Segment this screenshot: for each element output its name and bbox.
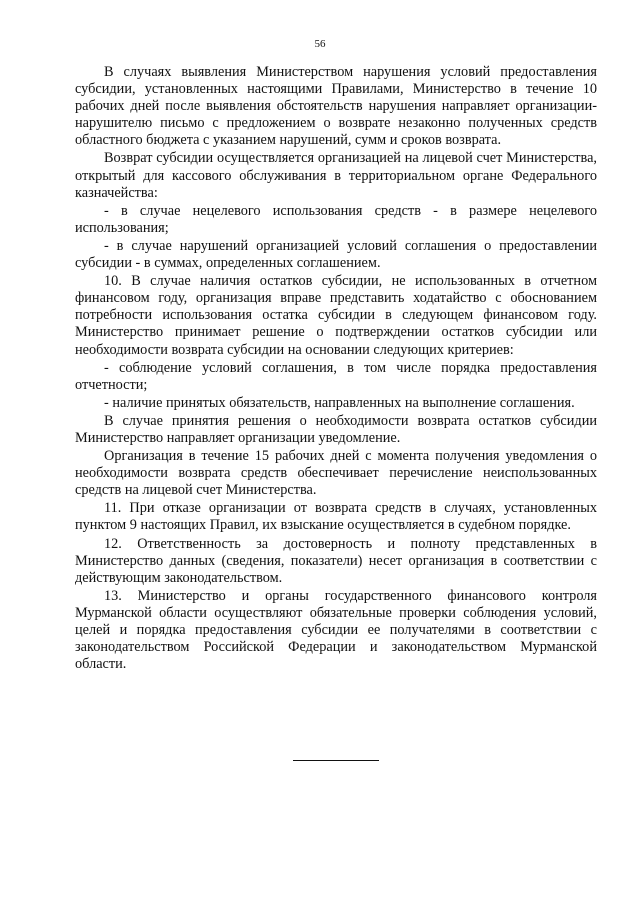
paragraph-criterion-obligations: - наличие принятых обязательств, направленных на выполнение соглашения. <box>104 394 575 411</box>
paragraph-return-decision: В случае принятия решения о необходимости возврата остатков субсидии Министерство направляет организации уведомление. <box>75 412 597 446</box>
document-body <box>75 64 597 674</box>
paragraph-transfer-deadline: Организация в течение 15 рабочих дней с момента получения уведомления о необходимости возврата средств обеспечивает перечисление неиспользованных средств на лицевой счет Министерства. <box>75 448 597 499</box>
paragraph-clause-12: 12. Ответственность за достоверность и полноту представленных в Министерство данных (сведения, показатели) несет организация в соответствии с действующим законодательством. <box>75 535 597 586</box>
end-divider <box>293 760 379 761</box>
paragraph-clause-10: 10. В случае наличия остатков субсидии, не использованных в отчетном финансовом году, организация вправе представить ходатайство с обоснованием потребности использования остатка субсидии в следующем финансовом году. Министерство принимает решение о подтверждении остатков субсидии или необходимости возврата субсидии на основании следующих критериев: <box>75 273 597 358</box>
paragraph-misuse-item: - в случае нецелевого использования средств - в размере нецелевого использования; <box>75 202 597 236</box>
paragraph-clause-11: 11. При отказе организации от возврата средств в случаях, установленных пунктом 9 настоящих Правил, их взыскание осуществляется в судебном порядке. <box>75 500 597 534</box>
paragraph-criterion-compliance: - соблюдение условий соглашения, в том числе порядка предоставления отчетности; <box>75 359 597 393</box>
paragraph-refund-account: Возврат субсидии осуществляется организацией на лицевой счет Министерства, открытый для кассового обслуживания в территориальном органе Федерального казначейства: <box>75 150 597 201</box>
paragraph-clause-13: 13. Министерство и органы государственного финансового контроля Мурманской области осуществляют обязательные проверки соблюдения условий, целей и порядка предоставления субсидии ее получателями в соответствии с законодательством Российской Федерации и законодательством Мурманской области. <box>75 587 597 673</box>
paragraph-agreement-violation-item: - в случае нарушений организацией условий соглашения о предоставлении субсидии - в суммах, определенных соглашением. <box>75 237 597 272</box>
paragraph-violation-notice: В случаях выявления Министерством нарушения условий предоставления субсидии, установленных настоящими Правилами, Министерство в течение 10 рабочих дней после выявления обстоятельств нарушения направляет организации-нарушителю письмо с предложением о возврате незаконно полученных средств областного бюджета с указанием нарушений, сумм и сроков возврата. <box>75 64 597 149</box>
page-number: 56 <box>314 38 326 50</box>
